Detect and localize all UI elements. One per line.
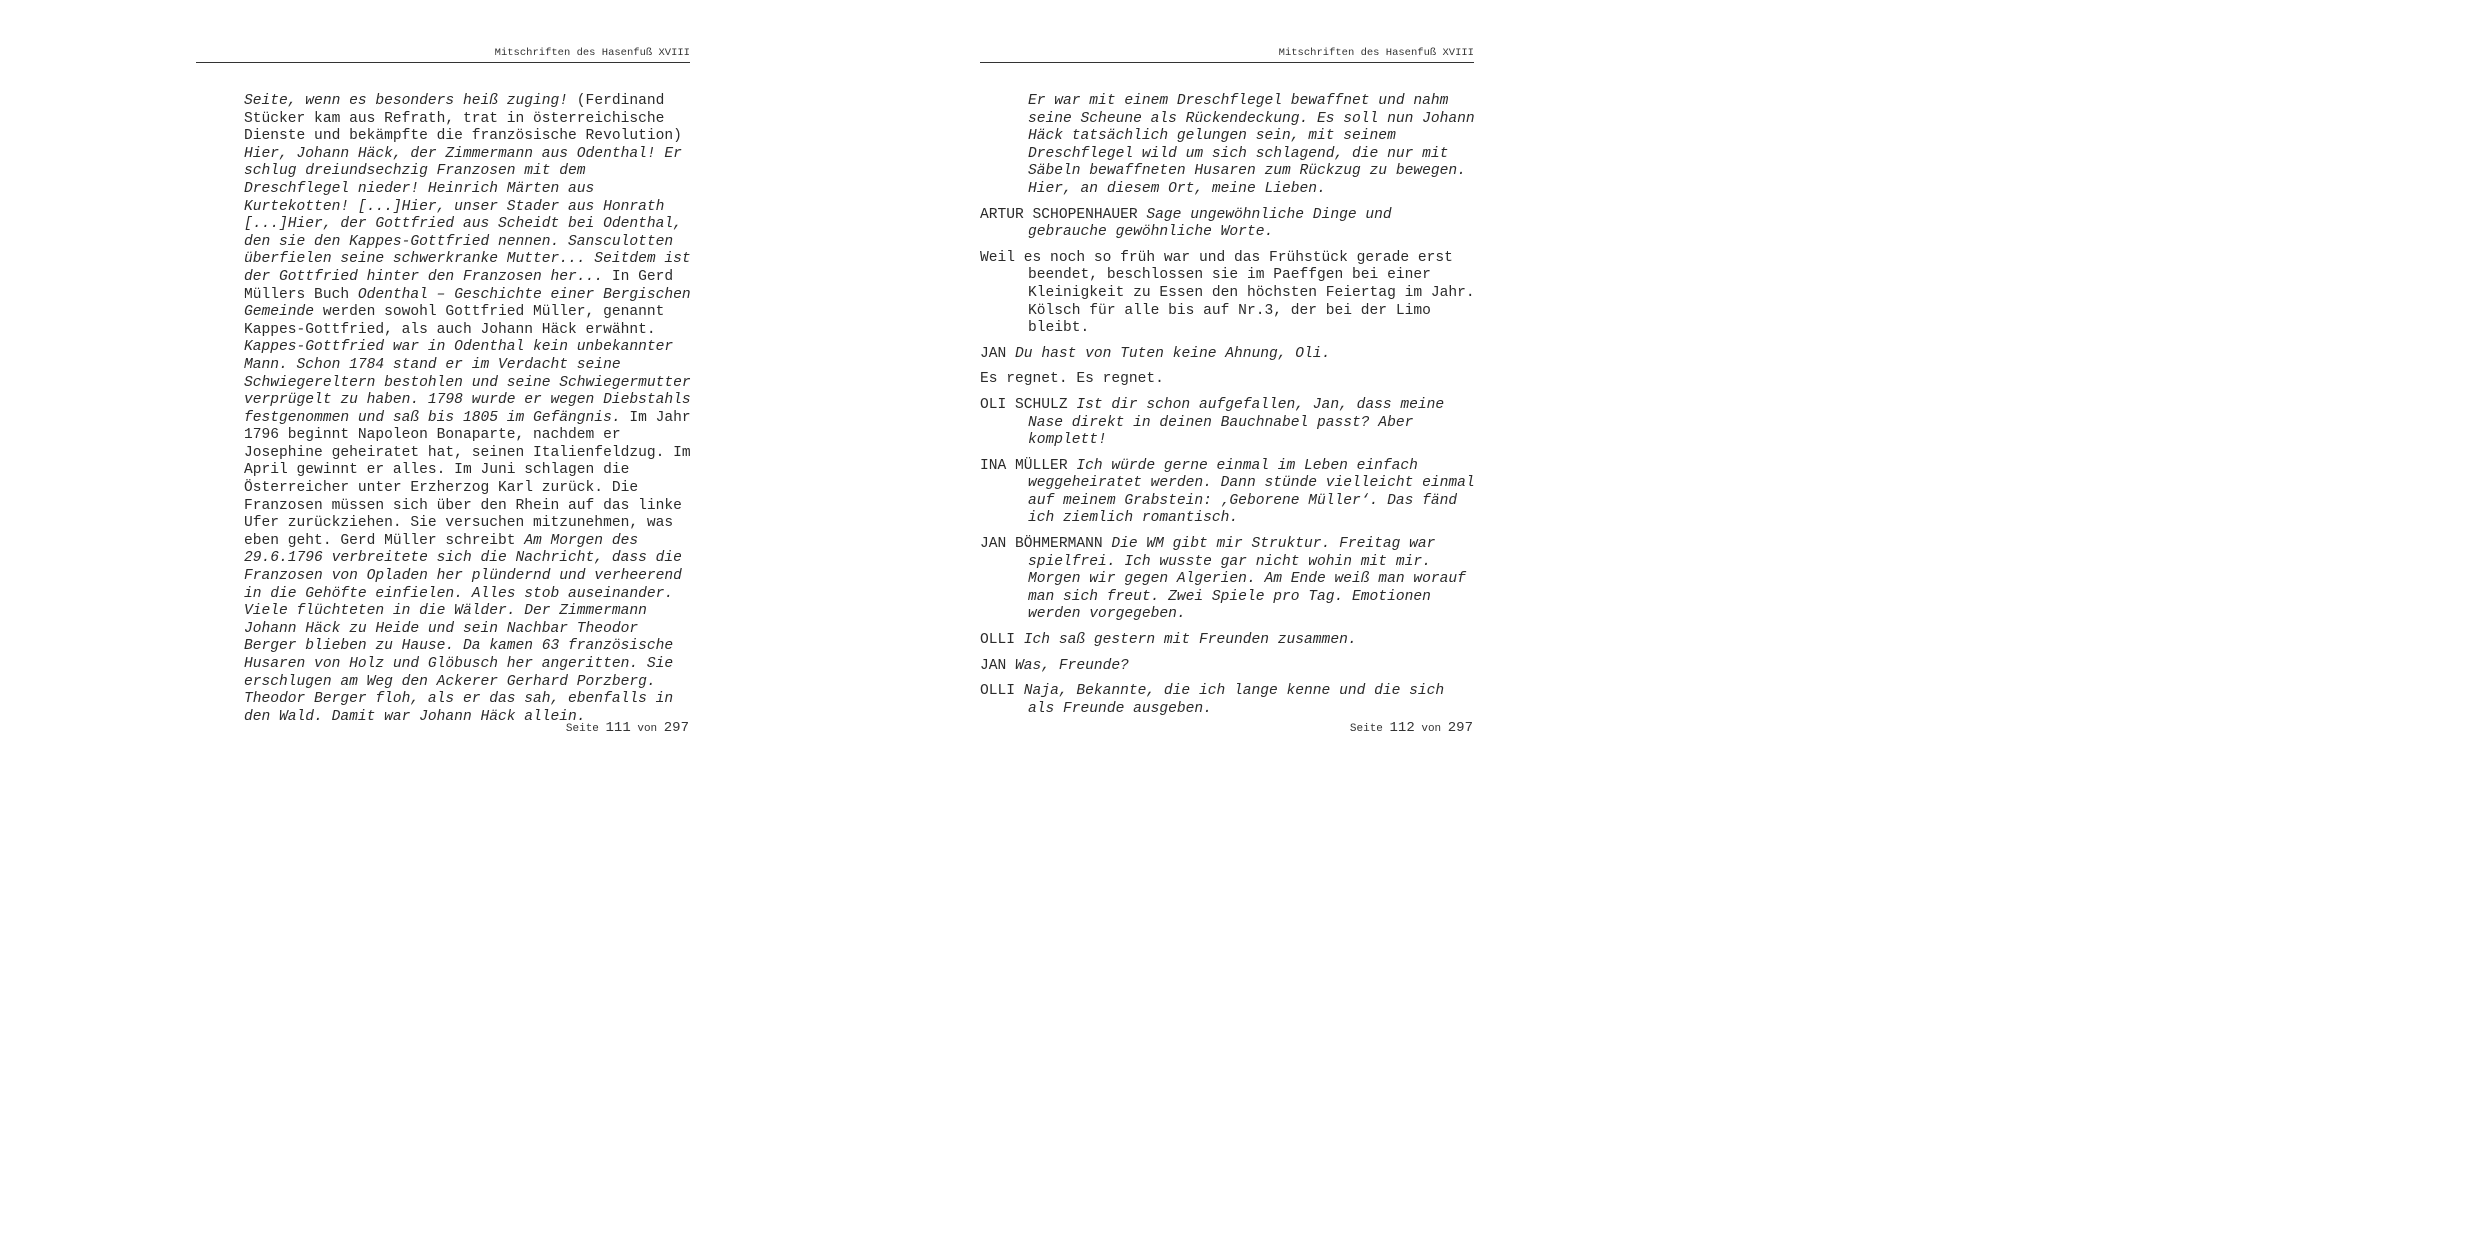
continuation-paragraph [980, 93, 1478, 199]
paragraph [244, 93, 694, 726]
dialogue-text: Die WM gibt mir Struktur. Freitag war spielfrei. Ich wusste gar nicht wohin mit mir. Morgen wir gegen Algerien. Am Ende weiß man worauf man sich freut. Zwei Spiele pro Tag. Emotionen werden vorgegeben. [1028, 536, 1466, 623]
text-run: Im Jahr 1796 beginnt Napoleon Bonaparte, nachdem er Josephine geheiratet hat, seinen Italienfeldzug. Im April gewinnt er alles. Im Juni schlagen die Österreicher unter Erzherzog Karl zurück. Die Franzosen müssen sich über den Rhein auf das linke Ufer zurückziehen. Sie versuchen mitzunehmen, was eben geht. Gerd Müller schreibt [244, 409, 691, 549]
page-footer [1274, 720, 1473, 736]
speaker-name: ARTUR SCHOPENHAUER [980, 206, 1138, 223]
dialogue-text: Ich würde gerne einmal im Leben einfach weggeheiratet werden. Dann stünde vielleicht einmal auf meinem Grabstein: ‚Geborene Müller‘. Das fänd ich ziemlich romantisch. [1028, 457, 1475, 527]
dialogue-paragraph [980, 536, 1478, 624]
page-total: 297 [663, 720, 689, 736]
dialogue-text: Ist dir schon aufgefallen, Jan, dass meine Nase direkt in deinen Bauchnabel passt? Aber komplett! [1028, 396, 1445, 449]
dialogue-text: Sage ungewöhnliche Dinge und gebrauche gewöhnliche Worte. [1028, 206, 1392, 241]
dialogue-paragraph [980, 346, 1478, 364]
footer-sep: von [637, 723, 658, 735]
left-page [0, 0, 784, 784]
text-run: In Gerd Müllers Buch [244, 268, 674, 303]
right-page [784, 0, 1568, 784]
body-text [980, 93, 1478, 718]
page-total: 297 [1447, 720, 1473, 736]
footer-sep: von [1421, 723, 1442, 735]
page-number: 112 [1389, 720, 1415, 736]
text-run: Seite, wenn es besonders heiß zuging! [244, 93, 569, 109]
dialogue-text: Ich saß gestern mit Freunden zusammen. [1023, 632, 1357, 649]
dialogue-paragraph [980, 458, 1478, 528]
continuation-text: Er war mit einem Dreschflegel bewaffnet und nahm seine Scheune als Rückendeckung. Es soll nun Johann Häck tatsächlich gelungen sein, mit seinem Dreschflegel wild um sich schlagend, die nur mit Säbeln bewaffneten Husaren zum Rückzug zu bewegen. Hier, an diesem Ort, meine Lieben. [1028, 93, 1475, 197]
page-number: 111 [605, 720, 631, 736]
dialogue-text: Du hast von Tuten keine Ahnung, Oli. [1015, 345, 1331, 362]
dialogue-text: Naja, Bekannte, die ich lange kenne und die sich als Freunde ausgeben. [1023, 683, 1445, 717]
dialogue-text: Was, Freunde? [1015, 657, 1129, 674]
dialogue-paragraph [980, 658, 1478, 676]
text-run: (Ferdinand Stücker kam aus Refrath, trat in österreichische Dienste und bekämpfte die französische Revolution) [244, 93, 682, 145]
text-run: Kappes-Gottfried war in Odenthal kein unbekannter Mann. Schon 1784 stand er im Verdacht seine Schwiegereltern bestohlen und seine Schwiegermutter verprügelt zu haben. 1798 wurde er wegen Diebstahls festgenommen und saß bis 1805 im Gefängnis. [244, 339, 691, 426]
speaker-name: JAN BÖHMERMANN [980, 536, 1103, 553]
running-header: Mitschriften des Hasenfuß XVIII [980, 46, 1474, 63]
speaker-name: OLLI [980, 632, 1016, 649]
text-run: Am Morgen des 29.6.1796 verbreitete sich die Nachricht, dass die Franzosen von Opladen her plündernd und verheerend in die Gehöfte einfielen. Alles stob auseinander. Viele flüchteten in die Wälder. Der Zimmermann Johann Häck zu Heide und sein Nachbar Theodor Berger blieben zu Hause. Da kamen 63 französische Husaren von Holz und Glöbusch her angeritten. Sie erschlugen am Weg den Ackerer Gerhard Porzberg. Theodor Berger floh, als er das sah, ebenfalls in den Wald. Damit war Johann Häck allein. [244, 532, 682, 725]
dialogue-text: Es regnet. Es regnet. [980, 371, 1164, 388]
dialogue-paragraph [980, 632, 1478, 650]
speaker-name: INA MÜLLER [980, 457, 1068, 474]
dialogue-paragraph [980, 250, 1478, 338]
footer-prefix: Seite [1349, 723, 1383, 735]
body-text [244, 93, 694, 726]
speaker-name: JAN [980, 657, 1007, 674]
text-run: Hier, Johann Häck, der Zimmermann aus Odenthal! Er schlug dreiundsechzig Franzosen mit dem Dreschflegel nieder! Heinrich Märten aus Kurtekotten! [...]Hier, unser Stader aus Honrath [...]Hier, der Gottfried aus Scheidt bei Odenthal, den sie den Kappes-Gottfried nennen. Sansculotten überfielen seine schwerkranke Mutter... Seitdem ist der Gottfried hinter den Franzosen her... [244, 145, 691, 285]
speaker-name: JAN [980, 345, 1007, 362]
footer-prefix: Seite [565, 723, 599, 735]
dialogue-text: Weil es noch so früh war und das Frühstück gerade erst beendet, beschlossen sie im Paeffgen bei einer Kleinigkeit zu Essen den höchsten Feiertag im Jahr. Kölsch für alle bis auf Nr.3, der bei der Limo bleibt. [980, 249, 1475, 337]
page-footer [490, 720, 689, 736]
speaker-name: OLI SCHULZ [980, 396, 1068, 413]
dialogue-paragraph [980, 397, 1478, 450]
speaker-name: OLLI [980, 683, 1016, 700]
running-header: Mitschriften des Hasenfuß XVIII [196, 46, 690, 63]
text-run: werden sowohl Gottfried Müller, genannt Kappes-Gottfried, als auch Johann Häck erwähnt. [244, 304, 665, 338]
text-run: Odenthal – Geschichte einer Bergischen Gemeinde [244, 286, 691, 321]
dialogue-paragraph [980, 207, 1478, 242]
dialogue-list [980, 207, 1478, 719]
dialogue-paragraph [980, 371, 1478, 389]
dialogue-paragraph [980, 683, 1478, 718]
